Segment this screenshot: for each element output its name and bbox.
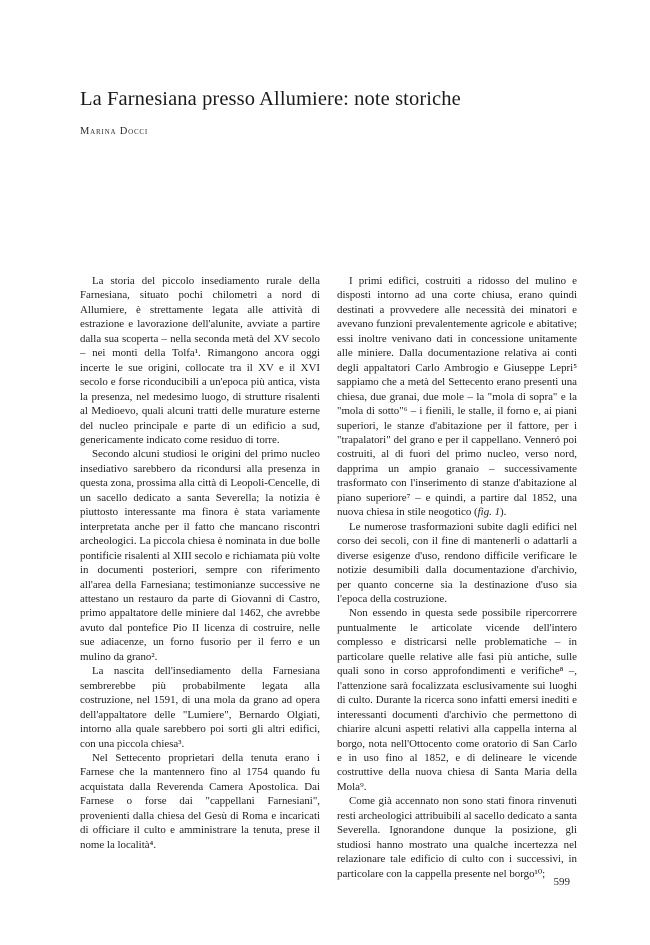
text-column-right: [337, 274, 577, 881]
paragraph: La nascita dell'insediamento della Farnesiana sembrerebbe più probabilmente legata alla costruzione, nel 1591, di una mola da grano ad opera dell'appaltatore delle "Lumiere", Bernardo Olgiati, intorno alla quale sarebbero poi sorti gli altri edifici, con una piccola chiesa³.: [80, 665, 320, 750]
paragraph: Secondo alcuni studiosi le origini del primo nucleo insediativo sarebbero da ricondursi alla presenza in questa zona, prossima alla città di Leopoli-Cencelle, di un sacello dedicato a santa Severella; la notizia è piuttosto interessante ma finora è stata variamente interpretata anche per il fatto che mancano riscontri archeologici. La piccola chiesa è nominata in due bolle pontificie risalenti al XIII secolo e richiamata più volte in documenti posteriori, sempre con riferimento all'area della Farnesiana; testimonianze successive ne attestano un restauro da parte di Giovanni di Castro, primo appaltatore delle miniere dal 1462, che avrebbe avuto dal pontefice Pio II licenza di costruire, nelle sue adiacenze, un forno fusorio per il ferro e un mulino da grano².: [80, 448, 320, 663]
text-column-left: [80, 274, 320, 852]
paragraph-text: I primi edifici, costruiti a ridosso del mulino e disposti intorno ad una corte chiusa, erano quindi destinati a provvedere alle necessità dei minatori e avevano funzioni prevalentemente agricole e abitative; essi inoltre venivano dati in concessione unitamente alle miniere. Dalla documentazione relativa ai conti degli appaltatori Carlo Ambrogio e Giuseppe Lepri⁵ sappiamo che a metà del Settecento erano presenti una chiesa, due granai, due mole – la "mola di sopra" e la "mola di sotto"⁶ – i fienili, le stalle, il forno e, ai piani superiori, le stanze d'abitazione per il fattore, per i "trapalatori" del grano e per il cappellano. Venneró poi costruiti, al di fuori del primo nucleo, verso nord, dapprima un ampio granaio – successivamente trasformato con l'inserimento di stanze d'abitazione al piano superiore⁷ – e quindi, a partire dal 1852, una nuova chiesa in stile neogotico (: [337, 275, 577, 519]
page-number: 599: [553, 876, 570, 888]
page-title: La Farnesiana presso Allumiere: note storiche: [80, 88, 461, 110]
paragraph: Le numerose trasformazioni subite dagli edifici nel corso dei secoli, con il fine di mantenerli o adattarli a diverse esigenze d'uso, rendono difficile verificare le notizie desumibili dalla documentazione d'archivio, per quanto concerne sia la destinazione d'uso sia l'epoca della costruzione.: [337, 520, 577, 605]
paragraph: La storia del piccolo insediamento rurale della Farnesiana, situato pochi chilometri a nord di Allumiere, è strettamente legata alle attività di estrazione e lavorazione dell'alunite, avviate a partire dalla sua scoperta – nella seconda metà del XV secolo – nei monti della Tolfa¹. Rimangono ancora oggi incerte le sue origini, collocate tra il XV e il XVI secolo e forse riconducibili a un'epoca più antica, vista la presenza, nel medesimo luogo, di strutture risalenti al Medioevo, quali alcuni tratti delle murature esterne del nucleo principale e parte di un edificio a sud, genericamente indicato come residuo di torre.: [80, 275, 320, 446]
paragraph: Non essendo in questa sede possibile ripercorrere puntualmente le articolate vicende dell'intero complesso e districarsi nelle problematiche – in particolare quelle relative alle fasi più antiche, sulle quali sono in corso approfondimenti e verifiche⁸ –, l'attenzione sarà focalizzata esclusivamente sui luoghi di culto. Durante la ricerca sono infatti emersi inediti e interessanti documenti d'archivio che permettono di chiarire alcuni aspetti relativi alla cappella interna al borgo, nota nell'Ottocento come oratorio di San Carlo e in uso fino al 1852, e di delineare le vicende costruttive della nuova chiesa di Santa Maria della Mola⁹.: [337, 607, 577, 793]
paragraph: Come già accennato non sono stati finora rinvenuti resti archeologici attribuibili al sacello dedicato a santa Severella. Ignorandone dunque la posizione, gli studiosi hanno mostrato una qualche incertezza nel relazionare tale edificio di culto con i successivi, in particolare con la cappella presente nel borgo¹⁰;: [337, 795, 577, 880]
paragraph: Nel Settecento proprietari della tenuta erano i Farnese che la mantennero fino al 1754 quando fu acquistata dalla Reverenda Camera Apostolica. Dai Farnese o forse dai "cappellani Farnesiani", provenienti dalla chiesa del Gesù di Roma e incaricati di officiare il culto e amministrare la tenuta, prese il nome la località⁴.: [80, 751, 320, 851]
paragraph-text-end: ).: [500, 506, 507, 519]
paragraph: [337, 274, 577, 520]
author-name: Marina Docci: [80, 126, 149, 137]
figure-reference: fig. 1: [477, 506, 501, 519]
